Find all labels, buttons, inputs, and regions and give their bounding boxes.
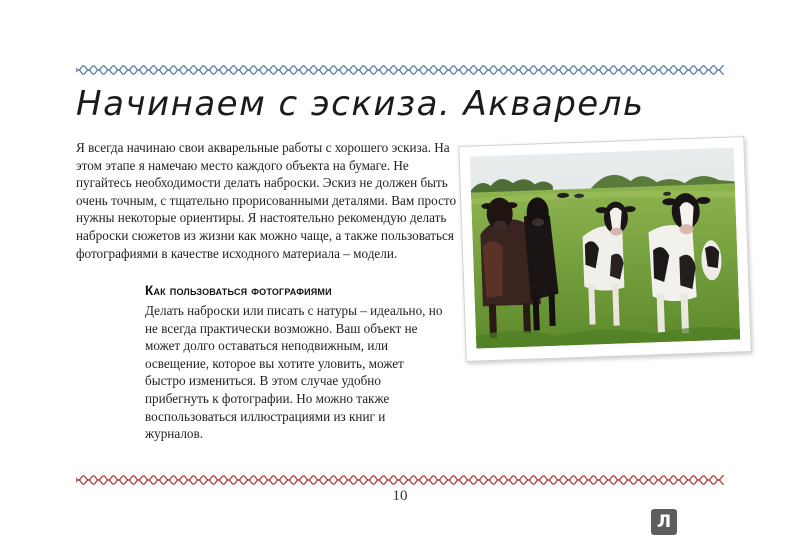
cows-photo-image [470,147,741,348]
top-wavy-divider [76,64,724,76]
intro-paragraph: Я всегда начинаю свои акварельные работы с хорошего эскиза. На этом этапе я намечаю место каждого объекта на бумаге. Не пугайтесь необходимости делать наброски. Эскиз не должен быть очень точным, с тщательно прорисованными деталями. Вам просто нужны некоторые ориентиры. Я настоятельно рекомендую делать наброски сюжетов из жизни как можно чаще, а также пользоваться фотографиями в качестве исходного материала – модели. [76,140,457,261]
page-number: 10 [392,488,408,504]
section-body: Делать наброски или писать с натуры – идеально, но не всегда практически возможно. Ваш объект не может долго оставаться неподвижным, или освещение, которое вы хотите уловить, может быстро измениться. В этом случае удобно прибегнуть к фотографии. Но можно также воспользоваться иллюстрациями из книг и журналов. [145,303,443,442]
publisher-logo-icon: Л [651,509,677,535]
page-title: Начинаем с эскиза. Акварель [76,84,645,124]
bottom-wavy-divider [76,474,724,486]
section-heading: Как пользоваться фотографиями [145,283,332,298]
cows-photo [458,136,751,362]
